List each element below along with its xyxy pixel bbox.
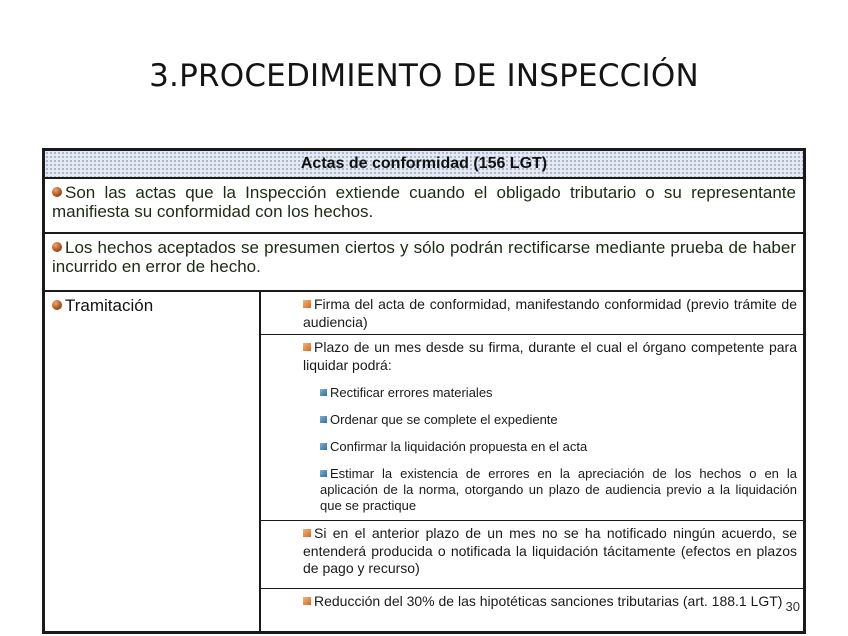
item-text: Firma del acta de conformidad, manifestando conformidad (previo trámite de audiencia) bbox=[303, 296, 797, 330]
table-row-presumption bbox=[45, 234, 803, 292]
subitem-text: Estimar la existencia de errores en la apreciación de los hechos o en la aplicación de la norma, otorgando un plazo de audiencia previo a la liquidación que se practique bbox=[320, 466, 797, 513]
round-bullet-icon bbox=[52, 187, 62, 197]
blue-square-bullet-icon bbox=[320, 416, 327, 423]
blue-square-bullet-icon bbox=[320, 443, 327, 450]
blue-square-bullet-icon bbox=[320, 389, 327, 396]
definition-text: Son las actas que la Inspección extiende cuando el obligado tributario o su representante manifiesta su conformidad con los hechos. bbox=[52, 183, 796, 221]
item-2-main bbox=[303, 339, 797, 374]
subitem-2 bbox=[320, 412, 797, 428]
orange-square-bullet-icon bbox=[303, 343, 311, 351]
subitem-text: Ordenar que se complete el expediente bbox=[330, 412, 558, 427]
tramitacion-item-3 bbox=[261, 521, 803, 589]
table-header: Actas de conformidad (156 LGT) bbox=[45, 151, 803, 179]
round-bullet-icon bbox=[52, 242, 62, 252]
subitem-text: Rectificar errores materiales bbox=[330, 385, 493, 400]
tramitacion-cell bbox=[45, 292, 261, 631]
tramitacion-label: Tramitación bbox=[65, 296, 154, 315]
actas-table bbox=[42, 148, 806, 634]
orange-square-bullet-icon bbox=[303, 597, 311, 605]
tramitacion-item-1 bbox=[261, 292, 803, 335]
orange-square-bullet-icon bbox=[303, 300, 311, 308]
presumption-text: Los hechos aceptados se presumen ciertos y sólo podrán rectificarse mediante prueba de haber incurrido en error de hecho. bbox=[52, 238, 796, 276]
blue-square-bullet-icon bbox=[320, 470, 327, 477]
page-number: 30 bbox=[785, 599, 800, 614]
slide-title: 3.PROCEDIMIENTO DE INSPECCIÓN bbox=[149, 58, 699, 94]
item-text: Reducción del 30% de las hipotéticas sanciones tributarias (art. 188.1 LGT) bbox=[314, 593, 783, 609]
tramitacion-item-2 bbox=[261, 335, 803, 521]
item-text: Plazo de un mes desde su firma, durante el cual el órgano competente para liquidar podrá: bbox=[303, 339, 797, 373]
subitem-4 bbox=[320, 466, 797, 514]
item-text: Si en el anterior plazo de un mes no se ha notificado ningún acuerdo, se entenderá producida o notificada la liquidación tácitamente (efectos en plazos de pago y recurso) bbox=[303, 525, 797, 576]
round-bullet-icon bbox=[52, 300, 62, 310]
table-row-definition bbox=[45, 179, 803, 234]
subitem-1 bbox=[320, 385, 797, 401]
tramitacion-item-4 bbox=[261, 589, 803, 631]
subitem-text: Confirmar la liquidación propuesta en el acta bbox=[330, 439, 588, 454]
orange-square-bullet-icon bbox=[303, 529, 311, 537]
subitem-3 bbox=[320, 439, 797, 455]
